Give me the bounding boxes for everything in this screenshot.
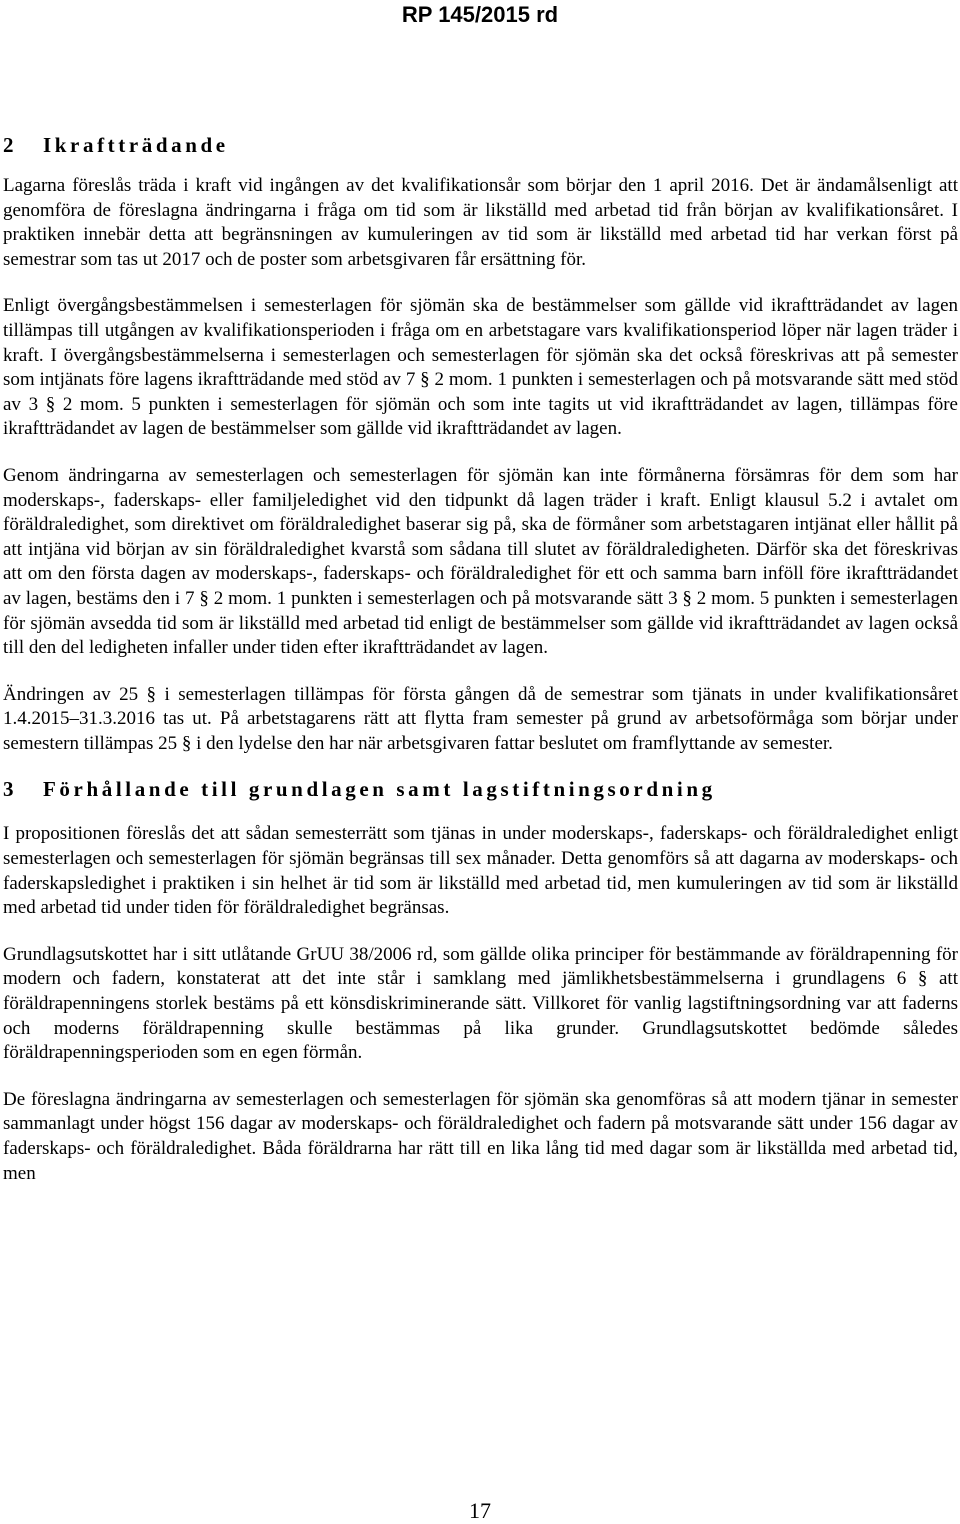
paragraph: Enligt övergångsbestämmelsen i semesterlagen för sjömän ska de bestämmelser som gällde vid ikraftträdandet av lagen tillämpas till utgången av kvalifikationsperioden i fråga om en arbetstagare vars kvalifikationsperiod löper när lagen träder i kraft. I övergångsbestämmelserna i semesterlagen och semesterlagen för sjömän ska det också föreskrivas att på semester som intjänats före lagens ikraftträdande med stöd av 7 § 2 mom. 1 punkten i semesterlagen och på motsvarande sätt med stöd av 3 § 2 mom. 5 punkten i semesterlagen för sjömän och som inte tagits ut vid ikraftträdandet av lagen, tillämpas före ikraftträdandet av lagen de bestämmelser som gällde vid ikraftträdandet av lagen. <box>3 295 958 440</box>
section-title: Förhållande till grundlagen samt lagstiftningsordning <box>43 777 716 802</box>
paragraph: Ändringen av 25 § i semesterlagen tillämpas för första gången då de semestrar som tjänats in under kvalifikationsåret 1.4.2015–31.3.2016 tas ut. På arbetstagarens rätt att flytta fram semester på grund av arbetsoförmåga som börjar under semestern tillämpas 25 § i den lydelse den har när arbetsgivaren fattar beslutet om framflyttande av semester. <box>3 683 958 754</box>
document-body <box>3 132 958 1186</box>
page-number: 17 <box>469 1498 491 1523</box>
paragraph: De föreslagna ändringarna av semesterlagen och semesterlagen för sjömän ska genomföras så att modern tjänar in semester sammanlagt under högst 156 dagar av moderskaps- och föräldraledighet och fadern på motsvarande sätt under 156 dagar av faderskaps- och föräldraledighet. Båda föräldrarna har rätt till en lika lång tid med dagar som är likställda med arbetad tid, men <box>3 1088 958 1184</box>
section-number: 3 <box>3 777 14 802</box>
section-heading-grundlagen <box>3 776 958 802</box>
section-number: 2 <box>3 133 14 157</box>
document-header: RP 145/2015 rd <box>401 2 559 27</box>
paragraph: Lagarna föreslås träda i kraft vid ingången av det kvalifikationsår som börjar den 1 april 2016. Det är ändamålsenligt att genomföra de föreslagna ändringarna i fråga om tid som är likställd med arbetad tid från början av kvalifikationsåret. I praktiken innebär detta att begränsningen av kumuleringen av tid som är likställd med arbetad tid har verkan först på semestrar som tas ut 2017 och de poster som arbetsgivaren får ersättning för. <box>3 175 958 270</box>
paragraph: Genom ändringarna av semesterlagen och semesterlagen för sjömän kan inte förmånerna försämras för dem som har moderskaps-, faderskaps- eller familjeledighet vid den tidpunkt då lagen träder i kraft. Enligt klausul 5.2 i avtalet om föräldraledighet, som direktivet om föräldraledighet baserar sig på, ska de förmåner som arbetstagaren intjänat eller hållit på att intjäna vid början av sin föräldraledighet kvarstå som sådana till slutet av föräldraledigheten. Därför ska det föreskrivas att om den första dagen av moderskaps-, faderskaps- och föräldraledighet för ett och samma barn inföll före ikraftträdandet av lagen, bestäms den i 7 § 2 mom. 1 punkten i semesterlagen och på motsvarande sätt 3 § 2 mom. 5 punkten i semesterlagen för sjömän avsedda tid som är likställd med arbetad tid enligt de bestämmelser som gällde vid ikraftträdandet av lagen också till den del ledigheten infaller under tiden efter ikraftträdandet av lagen. <box>3 464 958 659</box>
section-heading-ikrafttradande <box>3 132 958 158</box>
section-title: Ikraftträdande <box>43 133 229 157</box>
paragraph: Grundlagsutskottet har i sitt utlåtande GrUU 38/2006 rd, som gällde olika principer för bestämmande av föräldrapenning för modern och fadern, konstaterat att det inte står i samklang med jämlikhetsbestämmelserna i grundlagens 6 § att föräldrapenningens storlek bestäms på ett könsdiskriminerande sätt. Villkoret för vanlig lagstiftningsordning var att faderns och moderns föräldrapenning skulle bestämmas på lika grunder. Grundlagsutskottet bedömde således föräldrapenningsperioden som en egen förmån. <box>3 943 958 1064</box>
paragraph: I propositionen föreslås det att sådan semesterrätt som tjänas in under moderskaps-, faderskaps- och föräldraledighet enligt semesterlagen och semesterlagen för sjömän begränsas till sex månader. Detta genomförs så att dagarna av moderskaps- och faderskapsledighet i praktiken i sin helhet är tid som är likställd med arbetad tid, men kumuleringen av tid som är likställd med arbetad tid under tiden för föräldraledighet begränsas. <box>3 823 958 919</box>
